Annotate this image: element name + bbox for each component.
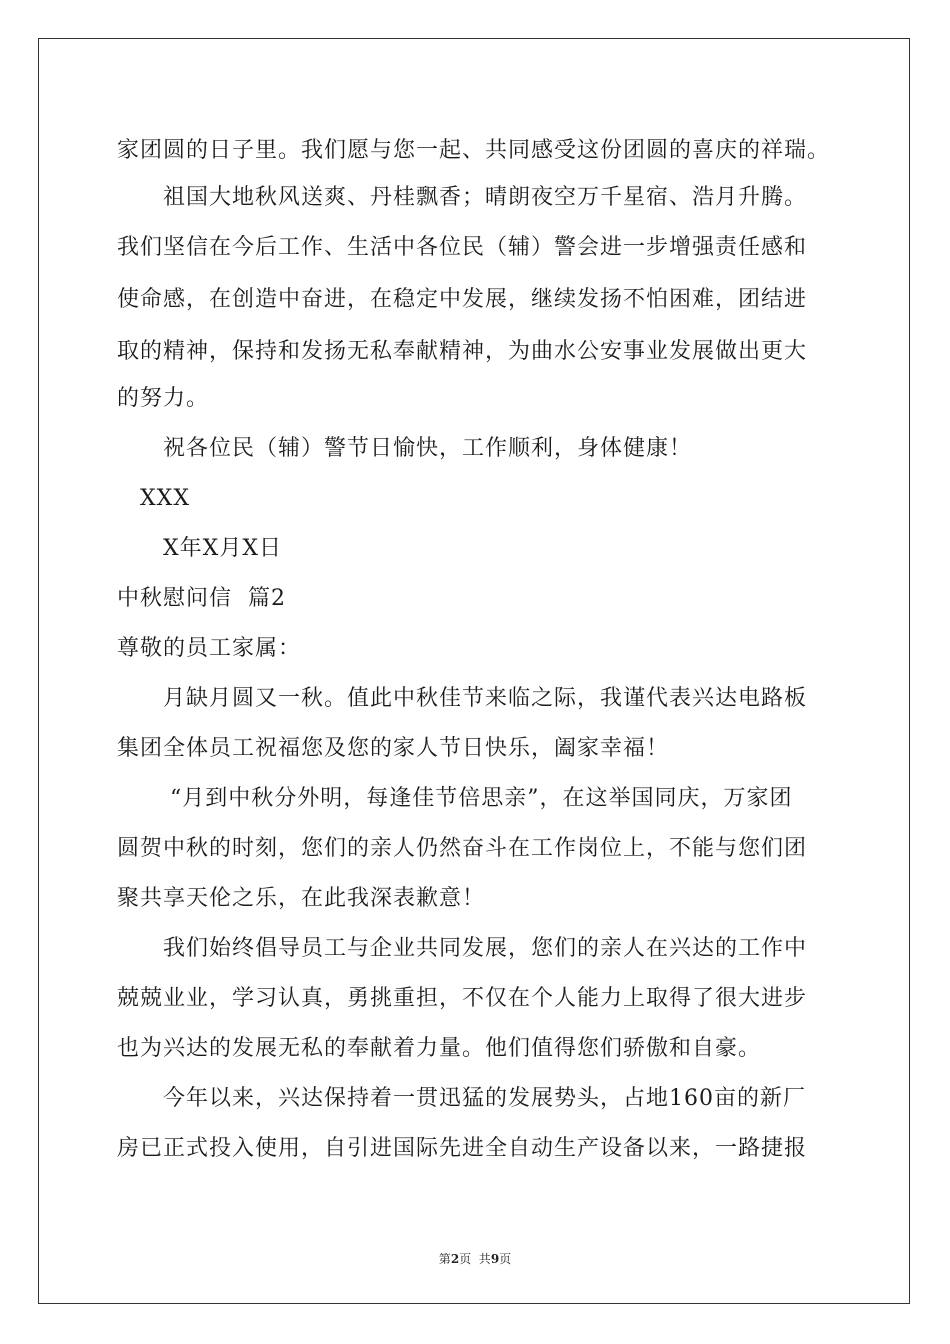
section-title: 中秋慰问信 篇2 — [117, 586, 286, 611]
text-line: 祖国大地秋风送爽、丹桂飘香；晴朗夜空万千星宿、浩月升腾。 — [163, 185, 808, 210]
text-line: 取的精神，保持和发扬无私奉献精神，为曲水公安事业发展做出更大 — [117, 339, 808, 364]
signature-date: X年X月X日 — [163, 536, 282, 561]
text-line: 聚共享天伦之乐，在此我深表歉意！ — [117, 886, 486, 911]
text-line: 祝各位民（辅）警节日愉快，工作顺利，身体健康！ — [163, 436, 693, 461]
current-page-number: 2 — [450, 1252, 460, 1266]
text-line: 我们始终倡导员工与企业共同发展，您们的亲人在兴达的工作中 — [163, 936, 808, 961]
text-line: 我们坚信在今后工作、生活中各位民（辅）警会进一步增强责任感和 — [117, 235, 808, 260]
text-line: 也为兴达的发展无私的奉献着力量。他们值得您们骄傲和自豪。 — [117, 1036, 762, 1061]
text-line: 的努力。 — [117, 386, 210, 411]
text-line: 家团圆的日子里。我们愿与您一起、共同感受这份团圆的喜庆的祥瑞。 — [117, 138, 831, 163]
text-line: 月缺月圆又一秋。值此中秋佳节来临之际，我谨代表兴达电路板 — [163, 686, 808, 711]
page-prefix: 第 — [438, 1252, 451, 1266]
text-line: 集团全体员工祝福您及您的家人节日快乐，阖家幸福！ — [117, 736, 670, 761]
text-line: 兢兢业业，学习认真，勇挑重担，不仅在个人能力上取得了很大进步 — [117, 986, 808, 1011]
text-line: 房已正式投入使用，自引进国际先进全自动生产设备以来，一路捷报 — [117, 1136, 808, 1161]
page-mid: 页 共 — [459, 1252, 491, 1266]
text-line: 今年以来，兴达保持着一贯迅猛的发展势头，占地160亩的新厂 — [163, 1086, 806, 1111]
text-line: 圆贺中秋的时刻，您们的亲人仍然奋斗在工作岗位上，不能与您们团 — [117, 836, 808, 861]
salutation: 尊敬的员工家属： — [117, 636, 302, 661]
total-pages-number: 9 — [490, 1252, 500, 1266]
signature-name: XXX — [140, 486, 190, 511]
text-line: 使命感，在创造中奋进，在稳定中发展，继续发扬不怕困难，团结进 — [117, 287, 808, 312]
text-line: “月到中秋分外明，每逢佳节倍思亲”，在这举国同庆，万家团 — [170, 786, 793, 811]
page-border — [38, 38, 910, 1304]
page-suffix: 页 — [499, 1252, 512, 1266]
page-footer — [0, 1250, 950, 1267]
